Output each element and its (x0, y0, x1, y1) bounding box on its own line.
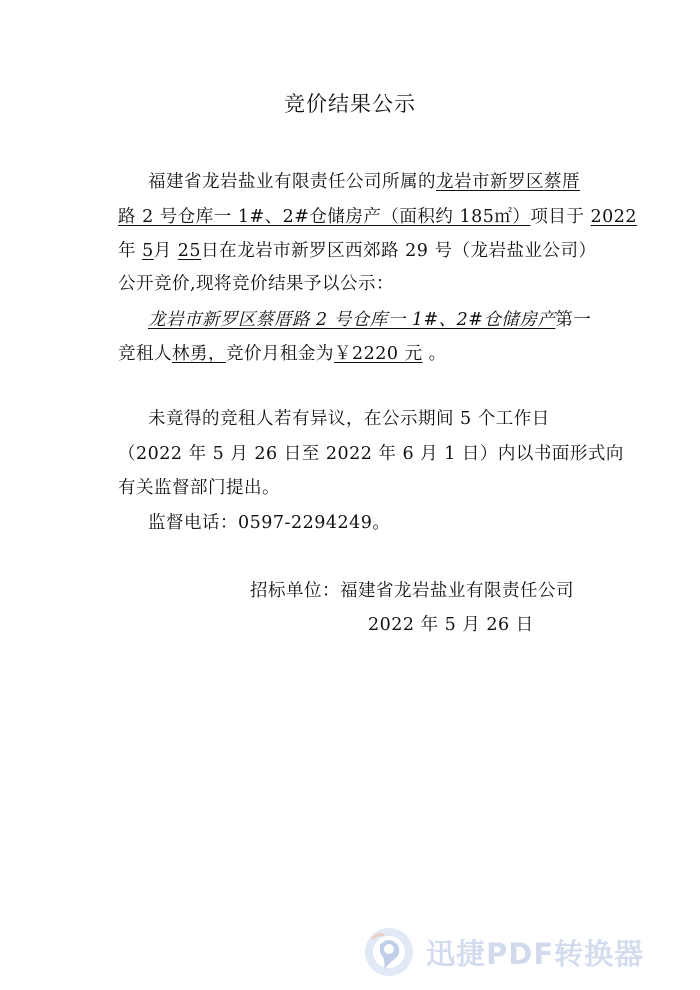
p1-line-3: 年 5月 25日在龙岩市新罗区西郊路 29 号（龙岩盐业公司） (118, 241, 597, 261)
winner-name-underlined: 林勇， (172, 344, 226, 364)
supervision-phone: 监督电话：0597-2294249。 (148, 513, 391, 533)
rent-amount-underlined: ￥2220 元 (334, 344, 423, 364)
property-result-underlined: 龙岩市新罗区蔡厝路 2 号仓库一 1#、2#仓储房产 (148, 310, 556, 330)
issue-date: 2022 年 5 月 26 日 (368, 615, 534, 635)
p1-line-2: 路 2 号仓库一 1#、2#仓储房产（面积约 185㎡）项目于 2022 (118, 207, 638, 227)
document-title: 竞价结果公示 (284, 92, 416, 116)
year-underlined: 2022 (590, 207, 638, 227)
month-underlined: 5 (142, 241, 154, 261)
p1-line-1: 福建省龙岩盐业有限责任公司所属的龙岩市新罗区蔡厝 (148, 172, 580, 192)
day-underlined: 25 (177, 241, 202, 261)
pdf-converter-logo-icon (362, 925, 416, 979)
property-name-underlined: 龙岩市新罗区蔡厝 (436, 172, 580, 192)
watermark (362, 924, 692, 980)
property-name-underlined-cont: 路 2 号仓库一 1#、2#仓储房产（面积约 185㎡） (118, 207, 531, 227)
p2-line-1: 龙岩市新罗区蔡厝路 2 号仓库一 1#、2#仓储房产第一 (148, 310, 592, 330)
p3-line-2: （2022 年 5 月 26 日至 2022 年 6 月 1 日）内以书面形式向 (118, 444, 624, 464)
watermark-text: 迅捷PDF转换器 (426, 936, 645, 971)
issuer-organization: 招标单位：福建省龙岩盐业有限责任公司 (250, 581, 574, 601)
p3-line-3: 有关监督部门提出。 (118, 478, 280, 498)
p1-line-4: 公开竞价,现将竞价结果予以公示： (118, 274, 395, 294)
p2-line-2: 竞租人林勇，竞价月租金为￥2220 元 。 (118, 344, 447, 364)
p3-line-1: 未竟得的竞租人若有异议，在公示期间 5 个工作日 (148, 409, 550, 429)
